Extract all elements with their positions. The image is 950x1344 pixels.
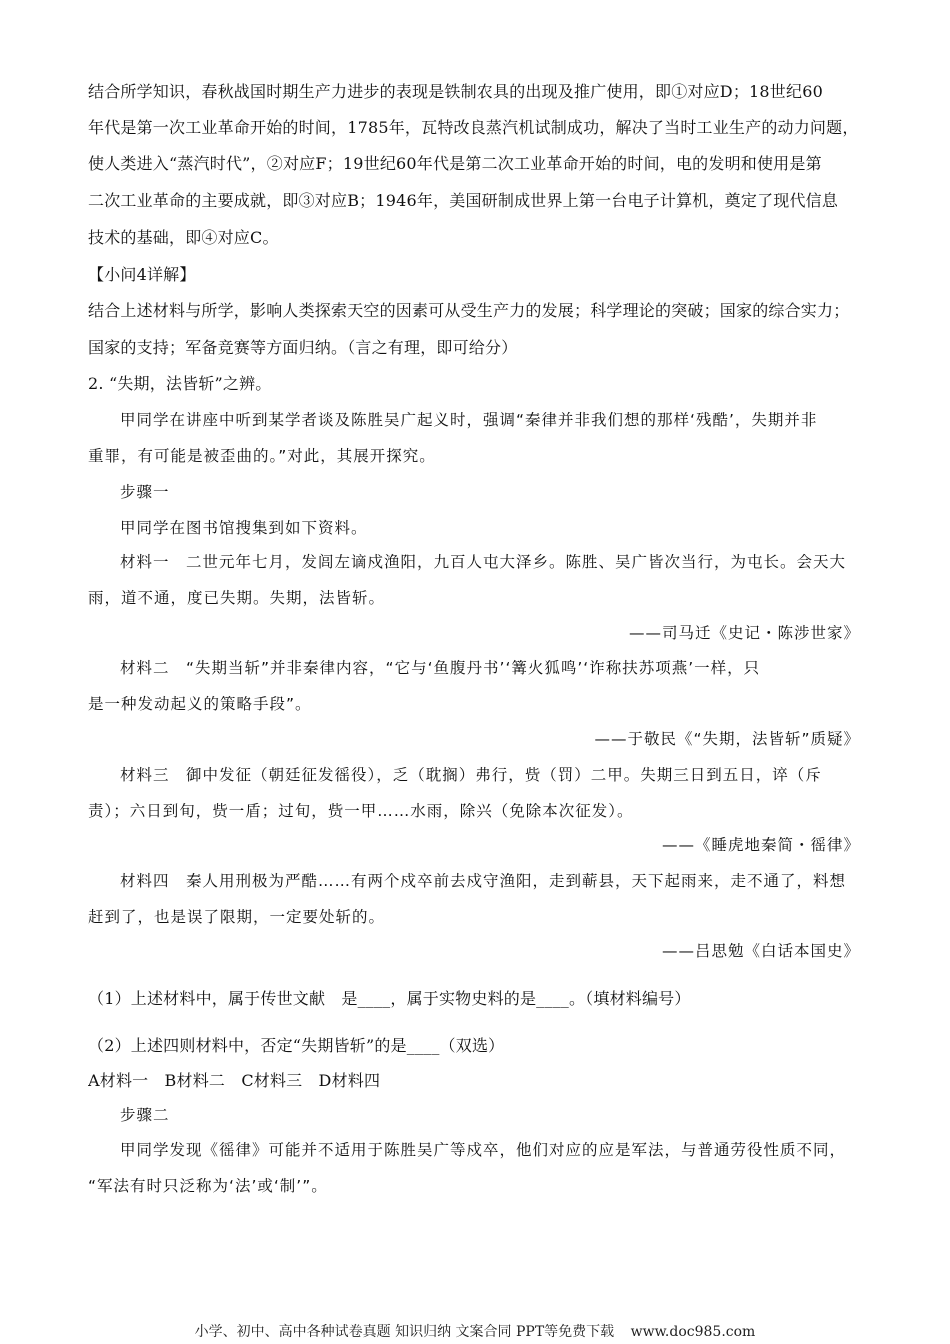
material-4-source: ——吕思勉《白话本国史》 — [661, 942, 860, 960]
answer-line-7: 国家的支持；军备竞赛等方面归纳。（言之有理，即可给分） — [88, 338, 518, 357]
material-1-line-1: 材料一 二世元年七月，发闾左谪戍渔阳，九百人屯大泽乡。陈胜、吴广皆次当行，为屯长。会天大 — [120, 553, 847, 571]
material-1-source: ——司马迁《史记・陈涉世家》 — [628, 624, 860, 642]
material-1-line-2: 雨，道不通，度已失期。失期，法皆斩。 — [88, 589, 386, 607]
footer-text: 小学、初中、高中各种试卷真题 知识归纳 文案合同 PPT等免费下载 — [194, 1324, 615, 1340]
material-3-line-2: 责）；六日到旬，赀一盾；过旬，赀一甲……水雨，除兴（免除本次征发）。 — [88, 802, 634, 820]
material-2-line-2: 是一种发动起义的策略手段”。 — [88, 695, 312, 713]
answer-line-5: 技术的基础，即④对应C。 — [88, 228, 279, 247]
material-2-source: ——于敬民《“失期，法皆斩”质疑》 — [594, 730, 860, 748]
answer-line-2: 年代是第一次工业革命开始的时间，1785年，瓦特改良蒸汽机试制成功，解决了当时工业生产的动力问题， — [88, 118, 859, 137]
step-one-text: 甲同学在图书馆搜集到如下资料。 — [120, 519, 368, 537]
material-4-line-2: 赶到了，也是误了限期，一定要处斩的。 — [88, 908, 386, 926]
question-2-part-1: （1）上述材料中，属于传世文献 是____，属于实物史料的是____。（填材料编号） — [88, 989, 691, 1008]
answer-line-1: 结合所学知识，春秋战国时期生产力进步的表现是铁制农具的出现及推广使用，即①对应D；18世纪60 — [88, 82, 823, 101]
answer-line-6: 结合上述材料与所学，影响人类探索天空的因素可从受生产力的发展；科学理论的突破；国家的综合实力； — [88, 301, 850, 320]
answer-line-3: 使人类进入“蒸汽时代”，②对应F；19世纪60年代是第二次工业革命开始的时间，电的发明和使用是第 — [88, 154, 822, 173]
page-footer — [0, 1323, 950, 1341]
footer-link[interactable]: www.doc985.com — [630, 1324, 756, 1340]
question-2-title: 2. “失期，法皆斩”之辨。 — [88, 374, 272, 393]
intro-line-2: 重罪，有可能是被歪曲的。”对此，其展开探究。 — [88, 447, 436, 465]
material-2-line-1: 材料二 “失期当斩”并非秦律内容，“它与‘鱼腹丹书’‘篝火狐鸣’‘诈称扶苏项燕’一样，只 — [120, 659, 761, 677]
step-two-line-1: 甲同学发现《徭律》可能并不适用于陈胜吴广等戍卒，他们对应的应是军法，与普通劳役性质不同， — [120, 1141, 847, 1159]
step-two-line-2: “军法有时只泛称为‘法’或‘制’”。 — [88, 1177, 328, 1195]
intro-line-1: 甲同学在讲座中听到某学者谈及陈胜吴广起义时，强调“秦律并非我们想的那样‘残酷’，失期并非 — [120, 411, 818, 429]
question-2-part-2: （2）上述四则材料中，否定“失期皆斩”的是____（双选） — [88, 1036, 505, 1055]
material-3-line-1: 材料三 御中发征（朝廷征发徭役），乏（耽搁）弗行，赀（罚）二甲。失期三日到五日，谇（斥 — [120, 766, 822, 784]
material-3-source: ——《睡虎地秦简・徭律》 — [661, 836, 860, 854]
step-two-heading: 步骤二 — [120, 1106, 170, 1124]
answer-line-4: 二次工业革命的主要成就，即③对应B；1946年，美国研制成世界上第一台电子计算机，奠定了现代信息 — [88, 191, 839, 210]
material-4-line-1: 材料四 秦人用刑极为严酷……有两个戍卒前去戍守渔阳，走到蕲县，天下起雨来，走不通了，料想 — [120, 872, 847, 890]
sub-question-heading: 【小问4详解】 — [88, 265, 196, 284]
answer-options: A材料一 B材料二 C材料三 D材料四 — [88, 1071, 381, 1090]
step-one-heading: 步骤一 — [120, 483, 170, 501]
